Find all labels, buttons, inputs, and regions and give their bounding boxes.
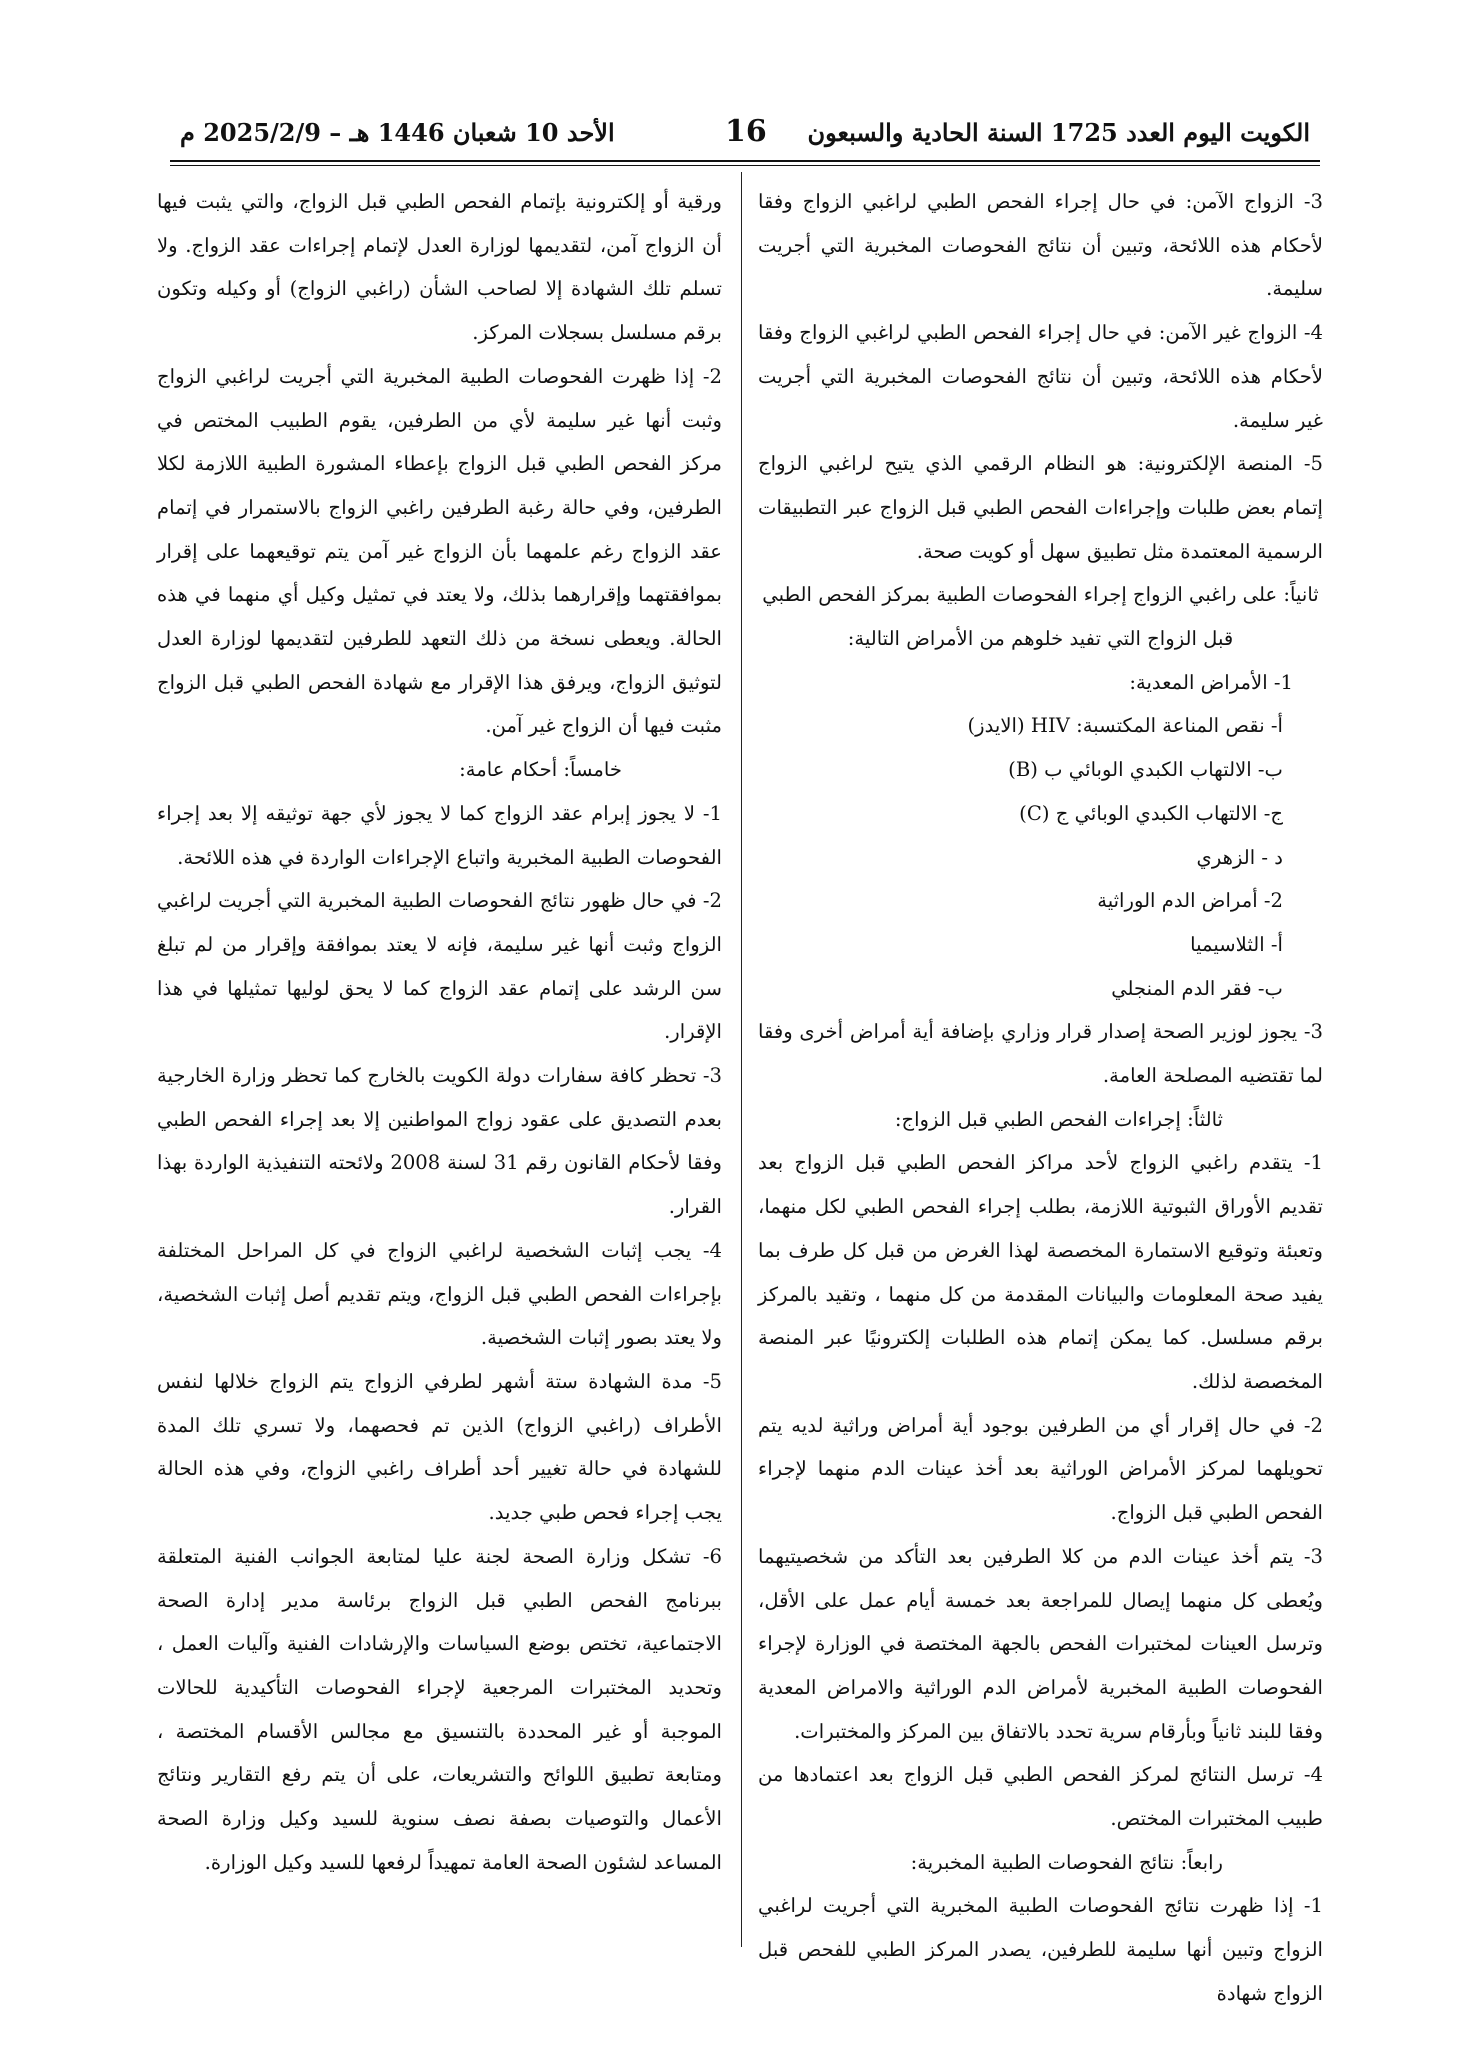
list-item: 1- الأمراض المعدية: (1129, 670, 1293, 694)
section-heading-fifth: خامساً: أحكام عامة: (459, 758, 622, 782)
list-item: 2- أمراض الدم الوراثية (1097, 889, 1283, 913)
column-divider (741, 172, 742, 1947)
paragraph: 3- يتم أخذ عينات الدم من كلا الطرفين بعد التأكد من شخصيتيهما ويُعطى كل منهما إيصال للمراجعة بعد خمسة أيام عمل على الأقل، وترسل العينات لمختبرات الفحص بالجهة المختصة في الوزارة لإجراء الفحوصات الطبية المخبرية لأمراض الدم الوراثية والامراض المعدية وفقا للبند ثانياً وبأرقام سرية تحدد بالاتفاق بين المركز والمختبرات. (758, 1544, 1323, 1743)
paragraph: 3- تحظر كافة سفارات دولة الكويت بالخارج كما تحظر وزارة الخارجية بعدم التصديق على عقود زواج المواطنين إلا بعد إجراء الفحص الطبي وفقا لأحكام القانون رقم 31 لسنة 2008 ولائحته التنفيذية الواردة بهذا القرار. (157, 1064, 722, 1219)
list-item: د - الزهري (1196, 845, 1283, 869)
paragraph: ورقية أو إلكترونية بإتمام الفحص الطبي قبل الزواج، والتي يثبت فيها أن الزواج آمن، لتقديمها لوزارة العدل لإتمام إجراءات عقد الزواج. ولا تسلم تلك الشهادة إلا لصاحب الشأن (راغبي الزواج) أو وكيله وتكون برقم مسلسل بسجلات المركز. (157, 190, 722, 345)
section-heading-fourth: رابعاً: نتائج الفحوصات الطبية المخبرية: (910, 1850, 1223, 1874)
section-heading-third: ثالثاً: إجراءات الفحص الطبي قبل الزواج: (894, 1107, 1223, 1131)
definition-unsafe-marriage: 4- الزواج غير الآمن: في حال إجراء الفحص الطبي لراغبي الزواج وفقا لأحكام هذه اللائحة، وتبين أن نتائج الفحوصات المخبرية التي أجريت غير سليمة. (758, 321, 1323, 432)
paragraph: 2- في حال ظهور نتائج الفحوصات الطبية المخبرية التي أجريت لراغبي الزواج وثبت أنها غير سليمة، فإنه لا يعتد بموافقة وإقرار من لم تبلغ سن الرشد على إتمام عقد الزواج كما لا يحق لوليها تمثيلها في هذا الإقرار. (157, 889, 722, 1044)
definition-safe-marriage: 3- الزواج الآمن: في حال إجراء الفحص الطبي لراغبي الزواج وفقا لأحكام هذه اللائحة، وتبين أن نتائج الفحوصات المخبرية التي أجريت سليمة. (758, 190, 1323, 301)
paragraph: 1- لا يجوز إبرام عقد الزواج كما لا يجوز لأي جهة توثيقه إلا بعد إجراء الفحوصات الطبية المخبرية واتباع الإجراءات الواردة في هذه اللائحة. (157, 801, 722, 869)
paragraph: 2- في حال إقرار أي من الطرفين بوجود أية أمراض وراثية لديه يتم تحويلهما لمركز الأمراض الوراثية بعد أخذ عينات الدم منهما لإجراء الفحص الطبي قبل الزواج. (758, 1413, 1323, 1525)
left-column (157, 180, 722, 1884)
paragraph: 5- مدة الشهادة ستة أشهر لطرفي الزواج يتم الزواج خلالها لنفس الأطراف (راغبي الزواج) الذين تم فحصهما، ولا تسري تلك المدة للشهادة في حالة تغيير أحد أطراف راغبي الزواج، وفي هذه الحالة يجب إجراء فحص طبي جديد. (157, 1369, 722, 1525)
paragraph: 2- إذا ظهرت الفحوصات الطبية المخبرية التي أجريت لراغبي الزواج وثبت أنها غير سليمة لأي من الطرفين، يقوم الطبيب المختص في مركز الفحص الطبي قبل الزواج بإعطاء المشورة الطبية اللازمة لكلا الطرفين، وفي حالة رغبة الطرفين راغبي الزواج بالاستمرار في إتمام عقد الزواج رغم علمهما بأن الزواج غير آمن يتم توقيعهما على إقرار بموافقتهما وإقرارهما بذلك، ولا يعتد في تمثيل وكيل أي منهما في هذه الحالة. ويعطى نسخة من ذلك التعهد للطرفين لتقديمها لوزارة العدل لتوثيق الزواج، ويرفق هذا الإقرار مع شهادة الفحص الطبي قبل الزواج مثبت فيها أن الزواج غير آمن. (157, 364, 722, 738)
paragraph: 4- ترسل النتائج لمركز الفحص الطبي قبل الزواج بعد اعتمادها من طبيب المختبرات المختص. (758, 1763, 1323, 1831)
list-item: أ- نقص المناعة المكتسبة: HIV (الايدز) (967, 714, 1283, 738)
paragraph: 3- يجوز لوزير الصحة إصدار قرار وزاري بإضافة أية أمراض أخرى وفقا لما تقتضيه المصلحة العامة. (758, 1020, 1323, 1088)
page-header (170, 112, 1320, 158)
header-date: الأحد 10 شعبان 1446 هـ – 2025/2/9 م (180, 118, 615, 147)
paragraph: 1- يتقدم راغبي الزواج لأحد مراكز الفحص الطبي قبل الزواج بعد تقديم الأوراق الثبوتية اللازمة، بطلب إجراء الفحص الطبي لكل منهما، وتعبئة وتوقيع الاستمارة المخصصة لهذا الغرض من قبل كل طرف بما يفيد صحة المعلومات والبيانات المقدمة من كل منهما ، وتقيد بالمركز برقم مسلسل. كما يمكن إتمام هذه الطلبات إلكترونيًا عبر المنصة المخصصة لذلك. (758, 1151, 1323, 1393)
paragraph: 4- يجب إثبات الشخصية لراغبي الزواج في كل المراحل المختلفة بإجراءات الفحص الطبي قبل الزواج، ويتم تقديم أصل إثبات الشخصية، ولا يعتد بصور إثبات الشخصية. (157, 1238, 722, 1350)
right-column (758, 180, 1323, 2016)
header-rule (170, 160, 1320, 166)
paragraph: 1- إذا ظهرت نتائج الفحوصات الطبية المخبرية التي أجريت لراغبي الزواج وتبين أنها سليمة للطرفين، يصدر المركز الطبي للفحص قبل الزواج شهادة (758, 1894, 1323, 2005)
list-item: ب- فقر الدم المنجلي (1111, 976, 1283, 1000)
section-heading-second: ثانياً: على راغبي الزواج إجراء الفحوصات الطبية بمركز الفحص الطبي قبل الزواج التي تفيد خلوهم من الأمراض التالية: (762, 583, 1319, 651)
list-item: ج- الالتهاب الكبدي الوبائي ج (C) (1019, 801, 1283, 825)
list-item: أ- الثلاسيميا (1190, 932, 1283, 956)
header-issue-info: الكويت اليوم العدد 1725 السنة الحادية والسبعون (807, 118, 1310, 147)
list-item: ب- الالتهاب الكبدي الوبائي ب (B) (1008, 758, 1283, 782)
page-number: 16 (725, 114, 767, 149)
paragraph: 6- تشكل وزارة الصحة لجنة عليا لمتابعة الجوانب الفنية المتعلقة ببرنامج الفحص الطبي قبل الزواج برئاسة مدير إدارة الصحة الاجتماعية، تختص بوضع السياسات والإرشادات الفنية وآليات العمل ، وتحديد المختبرات المرجعية لإجراء الفحوصات التأكيدية للحالات الموجبة أو غير المحددة بالتنسيق مع مجالس الأقسام المختصة ، ومتابعة تطبيق اللوائح والتشريعات، على أن يتم رفع التقارير ونتائج الأعمال والتوصيات بصفة نصف سنوية للسيد وكيل وزارة الصحة المساعد لشئون الصحة العامة تمهيداً لرفعها للسيد وكيل الوزارة. (157, 1544, 722, 1874)
definition-electronic-platform: 5- المنصة الإلكترونية: هو النظام الرقمي الذي يتيح لراغبي الزواج إتمام بعض طلبات وإجراءات الفحص الطبي قبل الزواج عبر التطبيقات الرسمية المعتمدة مثل تطبيق سهل أو كويت صحة. (758, 452, 1323, 563)
